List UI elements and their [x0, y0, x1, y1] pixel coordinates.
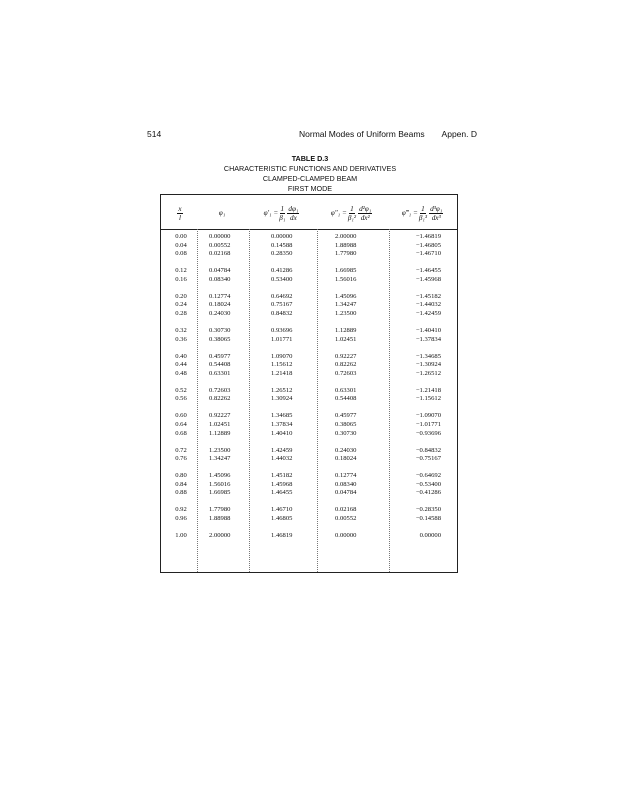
- table-row: [161, 353, 459, 362]
- table-row: [161, 395, 459, 404]
- table-caption: [160, 154, 460, 194]
- cell-first-derivative: 1.21418: [271, 369, 293, 377]
- cell-phi: 0.12774: [209, 292, 231, 300]
- cell-x: 0.12: [175, 267, 187, 275]
- cell-third-derivative: −1.26512: [415, 369, 441, 377]
- table-row: [161, 250, 459, 259]
- cell-phi: 0.18024: [209, 301, 231, 309]
- cell-first-derivative: 1.45968: [271, 480, 293, 488]
- cell-x: 0.08: [175, 250, 187, 258]
- cell-third-derivative: −0.53400: [415, 480, 441, 488]
- page-header: [147, 129, 477, 143]
- cell-x: 0.76: [175, 455, 187, 463]
- table-row: [161, 293, 459, 302]
- running-title: Normal Modes of Uniform Beams: [299, 129, 425, 139]
- cell-phi: 1.66985: [209, 489, 231, 497]
- cell-x: 0.40: [175, 352, 187, 360]
- cell-phi: 0.00552: [209, 241, 231, 249]
- cell-x: 0.64: [175, 421, 187, 428]
- cell-x: 0.16: [175, 275, 187, 283]
- cell-second-derivative: 1.12889: [335, 327, 357, 334]
- table-row: [161, 242, 459, 251]
- cell-third-derivative: −1.42459: [415, 310, 441, 317]
- cell-x: 0.68: [175, 429, 187, 437]
- cell-x: 0.80: [175, 472, 187, 480]
- cell-third-derivative: −1.44032: [415, 301, 441, 309]
- cell-second-derivative: 0.02168: [335, 506, 357, 514]
- table-row: [161, 267, 459, 276]
- cell-first-derivative: 1.37834: [271, 421, 293, 428]
- cell-third-derivative: −1.01771: [415, 421, 441, 428]
- caption-line-1: CHARACTERISTIC FUNCTIONS AND DERIVATIVES: [223, 164, 397, 173]
- cell-first-derivative: 0.75167: [271, 301, 293, 309]
- cell-third-derivative: −1.09070: [415, 412, 441, 420]
- cell-second-derivative: 0.82262: [335, 361, 357, 369]
- cell-phi: 1.12889: [209, 429, 231, 437]
- header-rule: [161, 229, 457, 230]
- cell-x: 0.28: [175, 310, 187, 317]
- cell-third-derivative: −1.21418: [415, 386, 441, 394]
- cell-phi: 1.45096: [209, 472, 231, 480]
- table-label: TABLE D.3: [291, 154, 329, 163]
- cell-third-derivative: −0.84832: [415, 446, 441, 454]
- cell-third-derivative: −0.64692: [415, 472, 441, 480]
- cell-first-derivative: 1.46819: [271, 532, 293, 539]
- cell-third-derivative: −0.28350: [415, 506, 441, 514]
- cell-first-derivative: 1.46710: [271, 506, 293, 514]
- cell-second-derivative: 0.54408: [335, 395, 357, 403]
- cell-phi: 0.00000: [209, 233, 231, 240]
- cell-first-derivative: 1.40410: [271, 429, 293, 437]
- table-row: [161, 412, 459, 421]
- cell-phi: 2.00000: [209, 532, 231, 539]
- cell-x: 0.36: [175, 335, 187, 343]
- cell-second-derivative: 0.92227: [335, 352, 357, 360]
- table-row: [161, 532, 459, 541]
- cell-phi: 0.38065: [209, 335, 231, 343]
- caption-line-2: CLAMPED-CLAMPED BEAM: [262, 174, 358, 183]
- cell-second-derivative: 1.34247: [335, 301, 357, 309]
- cell-x: 0.88: [175, 489, 187, 497]
- cell-first-derivative: 1.30924: [271, 395, 293, 403]
- cell-phi: 0.45977: [209, 352, 231, 360]
- cell-x: 0.72: [175, 446, 187, 454]
- cell-first-derivative: 1.01771: [271, 335, 293, 343]
- cell-phi: 1.77980: [209, 506, 231, 514]
- cell-phi: 0.30730: [209, 327, 231, 334]
- cell-phi: 1.23500: [209, 446, 231, 454]
- table-row: [161, 489, 459, 498]
- cell-x: 0.48: [175, 369, 187, 377]
- table-row: [161, 301, 459, 310]
- cell-third-derivative: 0.00000: [419, 532, 441, 539]
- table-row: [161, 447, 459, 456]
- cell-first-derivative: 0.64692: [271, 292, 293, 300]
- header-second-derivative: φ″₁ = $\frac{1}{\text{β₁²}}$ $\frac{\text{d²φ₁}}{\text{dx²}}$: [330, 204, 372, 222]
- cell-third-derivative: −1.30924: [415, 361, 441, 369]
- cell-phi: 1.56016: [209, 480, 231, 488]
- cell-x: 0.20: [175, 292, 187, 300]
- cell-third-derivative: −1.46805: [415, 241, 441, 249]
- cell-x: 0.92: [175, 506, 187, 514]
- cell-phi: 0.04784: [209, 267, 231, 275]
- page-number: 514: [147, 129, 162, 139]
- cell-x: 0.52: [175, 386, 187, 394]
- cell-third-derivative: −1.45182: [415, 292, 441, 300]
- table-row: [161, 361, 459, 370]
- cell-second-derivative: 1.56016: [335, 275, 357, 283]
- cell-phi: 0.54408: [209, 361, 231, 369]
- cell-first-derivative: 1.46455: [271, 489, 293, 497]
- cell-third-derivative: −1.46455: [415, 267, 441, 275]
- cell-first-derivative: 1.44032: [271, 455, 293, 463]
- cell-third-derivative: −1.40410: [415, 327, 441, 334]
- cell-second-derivative: 0.63301: [335, 386, 357, 394]
- cell-first-derivative: 1.42459: [271, 446, 293, 454]
- table-row: [161, 430, 459, 439]
- header-third-derivative: φ‴₁ = $\frac{1}{\text{β₁³}}$ $\frac{\text{d³φ₁}}{\text{dx³}}$: [401, 204, 443, 222]
- cell-phi: 0.08340: [209, 275, 231, 283]
- cell-second-derivative: 0.45977: [335, 412, 357, 420]
- cell-first-derivative: 0.53400: [271, 275, 293, 283]
- cell-phi: 1.88988: [209, 515, 231, 522]
- cell-x: 1.00: [175, 532, 187, 539]
- cell-x: 0.00: [175, 233, 187, 240]
- cell-third-derivative: −0.75167: [415, 455, 441, 463]
- cell-first-derivative: 1.15612: [271, 361, 293, 369]
- cell-second-derivative: 0.00000: [335, 532, 357, 539]
- cell-phi: 0.72603: [209, 386, 231, 394]
- cell-second-derivative: 0.00552: [335, 515, 357, 522]
- table-row: [161, 336, 459, 345]
- cell-first-derivative: 1.46805: [271, 515, 293, 522]
- cell-third-derivative: −1.46710: [415, 250, 441, 258]
- table-row: [161, 421, 459, 430]
- cell-third-derivative: −1.37834: [415, 335, 441, 343]
- cell-second-derivative: 1.88988: [335, 241, 357, 249]
- cell-second-derivative: 0.24030: [335, 446, 357, 454]
- cell-second-derivative: 0.04784: [335, 489, 357, 497]
- table-row: [161, 327, 459, 336]
- cell-second-derivative: 0.08340: [335, 480, 357, 488]
- cell-first-derivative: 0.93696: [271, 327, 293, 334]
- table-row: [161, 481, 459, 490]
- cell-second-derivative: 1.77980: [335, 250, 357, 258]
- cell-third-derivative: −1.15612: [415, 395, 441, 403]
- cell-second-derivative: 2.00000: [335, 233, 357, 240]
- table-row: [161, 455, 459, 464]
- cell-second-derivative: 0.72603: [335, 369, 357, 377]
- cell-first-derivative: 0.84832: [271, 310, 293, 317]
- cell-second-derivative: 0.18024: [335, 455, 357, 463]
- cell-first-derivative: 0.28350: [271, 250, 293, 258]
- cell-x: 0.44: [175, 361, 187, 369]
- cell-phi: 0.24030: [209, 310, 231, 317]
- cell-first-derivative: 0.41286: [271, 267, 293, 275]
- cell-phi: 0.63301: [209, 369, 231, 377]
- cell-phi: 0.02168: [209, 250, 231, 258]
- characteristic-functions-table: [160, 194, 458, 573]
- cell-third-derivative: −1.34685: [415, 352, 441, 360]
- cell-x: 0.56: [175, 395, 187, 403]
- cell-second-derivative: 1.23500: [335, 310, 357, 317]
- cell-third-derivative: −0.93696: [415, 429, 441, 437]
- cell-first-derivative: 1.45182: [271, 472, 293, 480]
- cell-third-derivative: −1.46819: [415, 233, 441, 240]
- table-row: [161, 515, 459, 524]
- cell-third-derivative: −0.41286: [415, 489, 441, 497]
- cell-third-derivative: −1.45968: [415, 275, 441, 283]
- cell-second-derivative: 1.02451: [335, 335, 357, 343]
- cell-x: 0.84: [175, 480, 187, 488]
- table-row: [161, 233, 459, 242]
- table-row: [161, 310, 459, 319]
- cell-second-derivative: 0.12774: [335, 472, 357, 480]
- cell-first-derivative: 1.09070: [271, 352, 293, 360]
- table-row: [161, 370, 459, 379]
- table-row: [161, 472, 459, 481]
- appendix-label: Appen. D: [441, 129, 477, 139]
- cell-first-derivative: 0.14588: [271, 241, 293, 249]
- header-first-derivative: φ′₁ = $\frac{1}{\text{β₁}}$ $\frac{\text{dφ₁}}{dx}$: [263, 204, 299, 222]
- cell-phi: 1.34247: [209, 455, 231, 463]
- table-row: [161, 276, 459, 285]
- caption-line-3: FIRST MODE: [287, 184, 333, 193]
- cell-x: 0.04: [175, 241, 187, 249]
- cell-first-derivative: 0.00000: [271, 233, 293, 240]
- cell-second-derivative: 0.30730: [335, 429, 357, 437]
- cell-phi: 0.82262: [209, 395, 231, 403]
- cell-x: 0.60: [175, 412, 187, 420]
- header-x-over-l: $\frac{x}{l}$: [178, 204, 182, 222]
- cell-second-derivative: 1.66985: [335, 267, 357, 275]
- cell-first-derivative: 1.26512: [271, 386, 293, 394]
- cell-phi: 1.02451: [209, 421, 231, 428]
- table-row: [161, 506, 459, 515]
- cell-third-derivative: −0.14588: [415, 515, 441, 522]
- header-phi: φ₁: [218, 209, 226, 217]
- cell-second-derivative: 0.38065: [335, 421, 357, 428]
- table-row: [161, 387, 459, 396]
- cell-phi: 0.92227: [209, 412, 231, 420]
- cell-x: 0.24: [175, 301, 187, 309]
- cell-x: 0.32: [175, 327, 187, 334]
- cell-first-derivative: 1.34685: [271, 412, 293, 420]
- cell-second-derivative: 1.45096: [335, 292, 357, 300]
- cell-x: 0.96: [175, 515, 187, 522]
